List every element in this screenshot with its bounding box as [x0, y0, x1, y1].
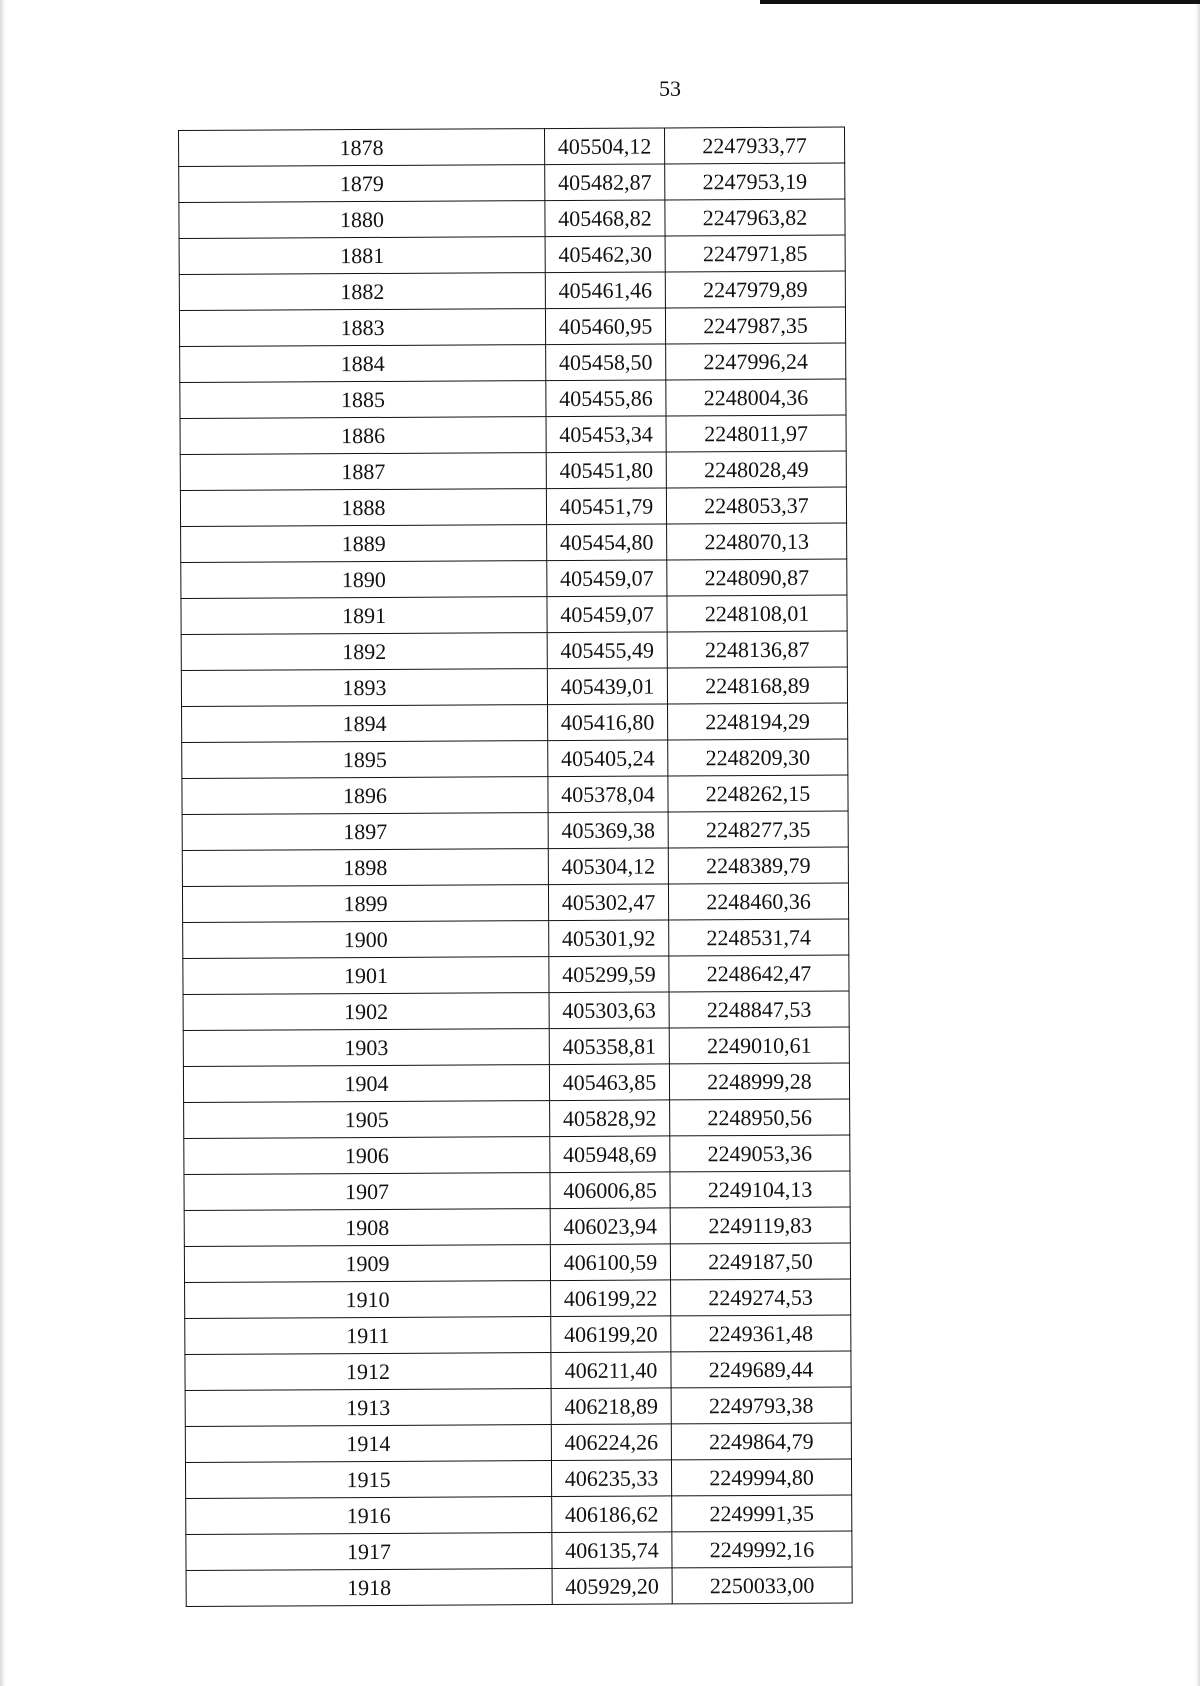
y-coordinate-cell: 2248209,30 — [668, 739, 848, 776]
x-coordinate-cell: 406100,59 — [550, 1244, 670, 1281]
point-number-cell: 1913 — [185, 1389, 551, 1427]
x-coordinate-cell: 405405,24 — [548, 740, 668, 777]
table-row — [185, 1315, 851, 1354]
point-number-cell: 1915 — [185, 1461, 551, 1499]
table-row — [180, 451, 846, 490]
table-row — [180, 379, 846, 418]
table-row — [185, 1351, 851, 1390]
table-row — [186, 1567, 852, 1606]
y-coordinate-cell: 2249991,35 — [672, 1495, 852, 1532]
x-coordinate-cell: 405451,80 — [546, 452, 666, 489]
coordinates-table-container — [178, 127, 852, 1607]
y-coordinate-cell: 2247996,24 — [666, 343, 846, 380]
page-number: 53 — [659, 76, 681, 101]
y-coordinate-cell: 2248194,29 — [668, 703, 848, 740]
point-number-cell: 1879 — [179, 165, 545, 203]
x-coordinate-cell: 406235,33 — [551, 1460, 671, 1497]
point-number-cell: 1909 — [184, 1245, 550, 1283]
x-coordinate-cell: 405358,81 — [549, 1028, 669, 1065]
y-coordinate-cell: 2247987,35 — [665, 307, 845, 344]
x-coordinate-cell: 405459,07 — [547, 560, 667, 597]
x-coordinate-cell: 405455,49 — [547, 632, 667, 669]
y-coordinate-cell: 2248136,87 — [667, 631, 847, 668]
x-coordinate-cell: 406186,62 — [552, 1496, 672, 1533]
y-coordinate-cell: 2249994,80 — [671, 1459, 851, 1496]
x-coordinate-cell: 406199,20 — [551, 1316, 671, 1353]
table-row — [185, 1459, 851, 1498]
table-row — [179, 199, 845, 238]
table-row — [183, 919, 849, 958]
point-number-cell: 1889 — [181, 525, 547, 563]
y-coordinate-cell: 2249864,79 — [671, 1423, 851, 1460]
table-row — [183, 955, 849, 994]
y-coordinate-cell: 2248847,53 — [669, 991, 849, 1028]
y-coordinate-cell: 2247971,85 — [665, 235, 845, 272]
y-coordinate-cell: 2248004,36 — [666, 379, 846, 416]
x-coordinate-cell: 405468,82 — [545, 200, 665, 237]
x-coordinate-cell: 405461,46 — [545, 272, 665, 309]
table-row — [185, 1423, 851, 1462]
x-coordinate-cell: 406023,94 — [550, 1208, 670, 1245]
x-coordinate-cell: 405454,80 — [547, 524, 667, 561]
coordinates-table-body — [179, 127, 853, 1606]
point-number-cell: 1885 — [180, 381, 546, 419]
table-row — [179, 307, 845, 346]
point-number-cell: 1908 — [184, 1209, 550, 1247]
table-row — [182, 811, 848, 850]
point-number-cell: 1901 — [183, 957, 549, 995]
coordinates-table — [178, 127, 853, 1607]
point-number-cell: 1900 — [183, 921, 549, 959]
x-coordinate-cell: 405299,59 — [549, 956, 669, 993]
point-number-cell: 1896 — [182, 777, 548, 815]
point-number-cell: 1888 — [180, 489, 546, 527]
table-row — [182, 703, 848, 742]
y-coordinate-cell: 2248168,89 — [667, 667, 847, 704]
y-coordinate-cell: 2248090,87 — [667, 559, 847, 596]
y-coordinate-cell: 2248460,36 — [668, 883, 848, 920]
x-coordinate-cell: 405302,47 — [548, 884, 668, 921]
point-number-cell: 1886 — [180, 417, 546, 455]
table-row — [183, 1063, 849, 1102]
x-coordinate-cell: 406199,22 — [551, 1280, 671, 1317]
x-coordinate-cell: 406224,26 — [551, 1424, 671, 1461]
y-coordinate-cell: 2247953,19 — [665, 163, 845, 200]
y-coordinate-cell: 2249187,50 — [670, 1243, 850, 1280]
table-row — [179, 235, 845, 274]
point-number-cell: 1904 — [183, 1065, 549, 1103]
y-coordinate-cell: 2248531,74 — [669, 919, 849, 956]
table-row — [185, 1387, 851, 1426]
x-coordinate-cell: 405455,86 — [546, 380, 666, 417]
y-coordinate-cell: 2250033,00 — [672, 1567, 852, 1604]
table-row — [181, 595, 847, 634]
x-coordinate-cell: 405462,30 — [545, 236, 665, 273]
x-coordinate-cell: 406211,40 — [551, 1352, 671, 1389]
point-number-cell: 1878 — [179, 129, 545, 167]
table-row — [180, 415, 846, 454]
table-row — [179, 271, 845, 310]
y-coordinate-cell: 2249992,16 — [672, 1531, 852, 1568]
y-coordinate-cell: 2247979,89 — [665, 271, 845, 308]
table-row — [183, 991, 849, 1030]
y-coordinate-cell: 2248070,13 — [667, 523, 847, 560]
x-coordinate-cell: 405451,79 — [546, 488, 666, 525]
x-coordinate-cell: 406218,89 — [551, 1388, 671, 1425]
x-coordinate-cell: 405416,80 — [548, 704, 668, 741]
point-number-cell: 1916 — [186, 1497, 552, 1535]
table-row — [184, 1135, 850, 1174]
y-coordinate-cell: 2248950,56 — [670, 1099, 850, 1136]
y-coordinate-cell: 2249053,36 — [670, 1135, 850, 1172]
x-coordinate-cell: 405948,69 — [550, 1136, 670, 1173]
x-coordinate-cell: 405369,38 — [548, 812, 668, 849]
point-number-cell: 1906 — [184, 1137, 550, 1175]
x-coordinate-cell: 405301,92 — [549, 920, 669, 957]
table-row — [180, 487, 846, 526]
table-row — [182, 739, 848, 778]
x-coordinate-cell: 406006,85 — [550, 1172, 670, 1209]
point-number-cell: 1887 — [180, 453, 546, 491]
x-coordinate-cell: 405303,63 — [549, 992, 669, 1029]
table-row — [179, 163, 845, 202]
table-row — [182, 847, 848, 886]
table-row — [181, 667, 847, 706]
y-coordinate-cell: 2248108,01 — [667, 595, 847, 632]
table-row — [184, 1171, 850, 1210]
point-number-cell: 1890 — [181, 561, 547, 599]
point-number-cell: 1917 — [186, 1533, 552, 1571]
table-row — [186, 1531, 852, 1570]
y-coordinate-cell: 2249010,61 — [669, 1027, 849, 1064]
table-row — [184, 1207, 850, 1246]
table-row — [181, 559, 847, 598]
x-coordinate-cell: 405453,34 — [546, 416, 666, 453]
table-row — [186, 1495, 852, 1534]
y-coordinate-cell: 2248999,28 — [669, 1063, 849, 1100]
table-row — [181, 631, 847, 670]
y-coordinate-cell: 2248028,49 — [666, 451, 846, 488]
point-number-cell: 1912 — [185, 1353, 551, 1391]
table-row — [179, 127, 845, 166]
point-number-cell: 1880 — [179, 201, 545, 239]
table-row — [181, 523, 847, 562]
table-row — [180, 343, 846, 382]
point-number-cell: 1903 — [183, 1029, 549, 1067]
table-row — [182, 883, 848, 922]
scan-edge-right — [1195, 0, 1200, 1686]
x-coordinate-cell: 406135,74 — [552, 1532, 672, 1569]
x-coordinate-cell: 405439,01 — [547, 668, 667, 705]
table-row — [183, 1027, 849, 1066]
y-coordinate-cell: 2248011,97 — [666, 415, 846, 452]
point-number-cell: 1895 — [182, 741, 548, 779]
x-coordinate-cell: 405459,07 — [547, 596, 667, 633]
y-coordinate-cell: 2248277,35 — [668, 811, 848, 848]
point-number-cell: 1894 — [182, 705, 548, 743]
y-coordinate-cell: 2249104,13 — [670, 1171, 850, 1208]
y-coordinate-cell: 2249689,44 — [671, 1351, 851, 1388]
table-row — [185, 1279, 851, 1318]
scan-top-bar — [760, 0, 1200, 4]
y-coordinate-cell: 2248642,47 — [669, 955, 849, 992]
y-coordinate-cell: 2248053,37 — [666, 487, 846, 524]
x-coordinate-cell: 405460,95 — [545, 308, 665, 345]
point-number-cell: 1892 — [181, 633, 547, 671]
point-number-cell: 1891 — [181, 597, 547, 635]
y-coordinate-cell: 2248389,79 — [668, 847, 848, 884]
point-number-cell: 1902 — [183, 993, 549, 1031]
x-coordinate-cell: 405463,85 — [549, 1064, 669, 1101]
table-row — [184, 1243, 850, 1282]
point-number-cell: 1905 — [184, 1101, 550, 1139]
scan-edge-left — [0, 0, 6, 1686]
point-number-cell: 1911 — [185, 1317, 551, 1355]
table-row — [182, 775, 848, 814]
y-coordinate-cell: 2247933,77 — [664, 127, 844, 164]
point-number-cell: 1883 — [179, 309, 545, 347]
point-number-cell: 1897 — [182, 813, 548, 851]
y-coordinate-cell: 2249361,48 — [671, 1315, 851, 1352]
point-number-cell: 1898 — [182, 849, 548, 887]
point-number-cell: 1882 — [179, 273, 545, 311]
y-coordinate-cell: 2248262,15 — [668, 775, 848, 812]
x-coordinate-cell: 405378,04 — [548, 776, 668, 813]
x-coordinate-cell: 405482,87 — [545, 164, 665, 201]
x-coordinate-cell: 405458,50 — [546, 344, 666, 381]
x-coordinate-cell: 405504,12 — [544, 128, 664, 165]
point-number-cell: 1918 — [186, 1569, 552, 1607]
table-row — [184, 1099, 850, 1138]
x-coordinate-cell: 405929,20 — [552, 1568, 672, 1605]
point-number-cell: 1881 — [179, 237, 545, 275]
y-coordinate-cell: 2249793,38 — [671, 1387, 851, 1424]
y-coordinate-cell: 2249119,83 — [670, 1207, 850, 1244]
point-number-cell: 1907 — [184, 1173, 550, 1211]
x-coordinate-cell: 405304,12 — [548, 848, 668, 885]
y-coordinate-cell: 2247963,82 — [665, 199, 845, 236]
point-number-cell: 1893 — [181, 669, 547, 707]
point-number-cell: 1884 — [180, 345, 546, 383]
y-coordinate-cell: 2249274,53 — [671, 1279, 851, 1316]
point-number-cell: 1910 — [185, 1281, 551, 1319]
point-number-cell: 1899 — [182, 885, 548, 923]
x-coordinate-cell: 405828,92 — [550, 1100, 670, 1137]
point-number-cell: 1914 — [185, 1425, 551, 1463]
